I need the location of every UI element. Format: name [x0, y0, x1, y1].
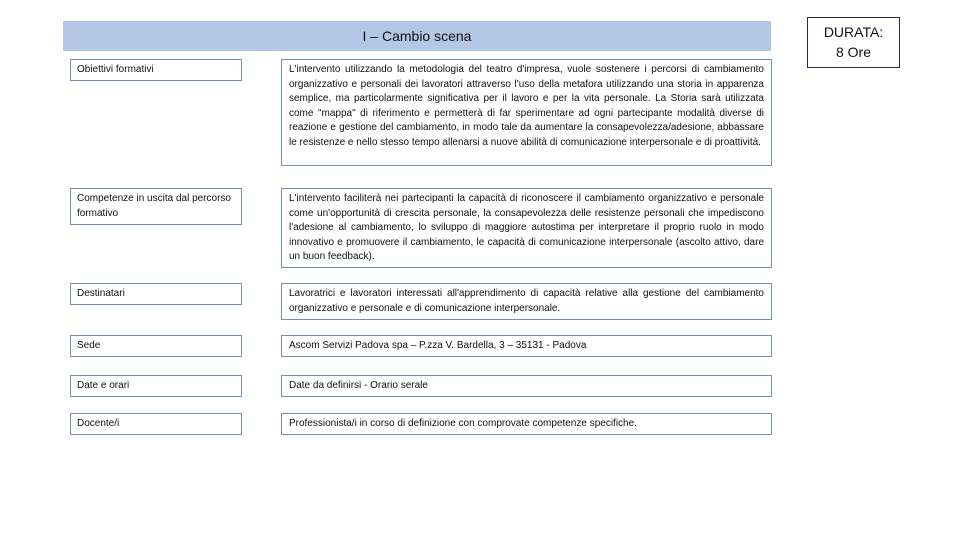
value-sede: Ascom Servizi Padova spa – P.zza V. Bardella, 3 – 35131 - Padova [281, 335, 772, 357]
value-destinatari: Lavoratrici e lavoratori interessati all'apprendimento di capacità relative alla gestione del cambiamento organizzativo e personale e di comunicazione interpersonale. [281, 283, 772, 320]
label-date-orari: Date e orari [70, 375, 242, 397]
value-obiettivi: L'intervento utilizzando la metodologia del teatro d'impresa, vuole sostenere i percorsi di cambiamento organizzativo e personali dei lavoratori attraverso l'uso della metafora utilizzando una storia in apparenza semplice, ma particolarmente significativa per il lavoro e per la vita personale. La Storia sarà utilizzata come "mappa" di riferimento e permetterà di far sperimentare ad ogni partecipante modalità diverse di reazione e gestione del cambiamento, in modo tale da aumentare la consapevolezza/adesione, abbassare le resistenze e nello stesso tempo allenarsi a nuove abilità di comunicazione interpersonale e di proattività. [281, 59, 772, 166]
value-date-orari: Date da definirsi - Orario serale [281, 375, 772, 397]
value-docenti: Professionista/i in corso di definizione con comprovate competenze specifiche. [281, 413, 772, 435]
duration-label: DURATA: [823, 24, 884, 40]
label-docenti: Docente/i [70, 413, 242, 435]
label-sede: Sede [70, 335, 242, 357]
duration-box [807, 17, 900, 68]
label-competenze: Competenze in uscita dal percorso formativo [70, 188, 242, 225]
label-obiettivi: Obiettivi formativi [70, 59, 242, 81]
page-title-text: I – Cambio scena [362, 28, 472, 44]
duration-value: 8 Ore [835, 44, 871, 60]
value-competenze: L'intervento faciliterà nei partecipanti la capacità di riconoscere il cambiamento organizzativo e personale come un'opportunità di crescita personale, la consapevolezza delle resistenze personali che impediscono l'adesione al cambiamento, lo sviluppo di maggiore autostima per interpretare il proprio ruolo in modo innovativo e promuovere il cambiamento, le capacità di comunicazione interpersonale (ascolto attivo, dare un buon feedback). [281, 188, 772, 268]
label-destinatari: Destinatari [70, 283, 242, 305]
page-title [63, 21, 771, 51]
